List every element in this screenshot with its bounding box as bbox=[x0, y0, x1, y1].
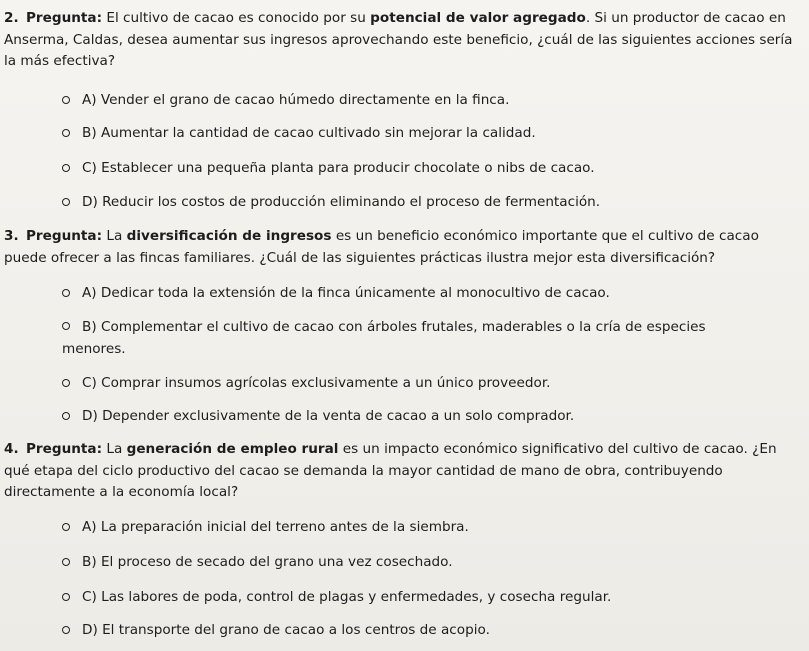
option-label: D) El transporte del grano de cacao a los centros de acopio. bbox=[82, 622, 490, 638]
question-lead: Pregunta: bbox=[25, 228, 103, 244]
option-label: A) Dedicar toda la extensión de la finca únicamente al monocultivo de cacao. bbox=[82, 285, 610, 301]
option-label: D) Reducir los costos de producción eliminando el proceso de fermentación. bbox=[82, 194, 601, 210]
question-2-option-a[interactable] bbox=[62, 90, 792, 112]
question-number: 3. bbox=[4, 228, 19, 244]
option-label: C) Las labores de poda, control de plagas y enfermedades, y cosecha regular. bbox=[82, 589, 612, 605]
radio-bullet-icon[interactable] bbox=[62, 96, 70, 104]
question-text-pre: El cultivo de cacao es conocido por su bbox=[102, 10, 371, 26]
question-text-pre: La bbox=[102, 228, 127, 244]
radio-bullet-icon[interactable] bbox=[62, 379, 70, 387]
radio-bullet-icon[interactable] bbox=[62, 558, 70, 566]
radio-bullet-icon[interactable] bbox=[62, 412, 70, 420]
question-3-option-d[interactable] bbox=[62, 406, 792, 428]
question-2-option-d[interactable] bbox=[62, 192, 792, 214]
question-text-post: es un beneficio económico importante que el cultivo de cacao puede ofrecer a las fincas familiares. ¿Cuál de las siguientes prácticas ilustra mejor esta diversificación? bbox=[4, 228, 759, 266]
question-3-option-a[interactable] bbox=[62, 283, 792, 305]
radio-bullet-icon[interactable] bbox=[62, 198, 70, 206]
option-label: C) Comprar insumos agrícolas exclusivamente a un único proveedor. bbox=[82, 375, 551, 391]
radio-bullet-icon[interactable] bbox=[62, 164, 70, 172]
option-label: B) El proceso de secado del grano una vez cosechado. bbox=[82, 554, 453, 570]
question-4-stem bbox=[4, 439, 800, 504]
radio-bullet-icon[interactable] bbox=[62, 289, 70, 297]
question-emphasis: generación de empleo rural bbox=[126, 441, 339, 457]
option-label: A) La preparación inicial del terreno antes de la siembra. bbox=[82, 519, 469, 535]
question-4-option-d[interactable] bbox=[62, 620, 792, 642]
question-2-option-b[interactable] bbox=[62, 123, 792, 145]
option-label: B) Aumentar la cantidad de cacao cultivado sin mejorar la calidad. bbox=[82, 125, 536, 141]
question-3-stem bbox=[4, 226, 800, 269]
question-4-option-b[interactable] bbox=[62, 552, 792, 574]
question-number: 4. bbox=[4, 441, 19, 457]
radio-bullet-icon[interactable] bbox=[62, 523, 70, 531]
question-lead: Pregunta: bbox=[25, 10, 103, 26]
question-2-stem bbox=[4, 8, 800, 73]
question-text-pre: La bbox=[102, 441, 127, 457]
option-label: B) Complementar el cultivo de cacao con árboles frutales, maderables o la cría de especies menores. bbox=[62, 319, 706, 357]
option-label: A) Vender el grano de cacao húmedo directamente en la finca. bbox=[82, 92, 510, 108]
question-4-option-a[interactable] bbox=[62, 517, 792, 539]
radio-bullet-icon[interactable] bbox=[62, 322, 70, 330]
question-number: 2. bbox=[4, 10, 19, 26]
radio-bullet-icon[interactable] bbox=[62, 593, 70, 601]
radio-bullet-icon[interactable] bbox=[62, 129, 70, 137]
question-2-option-c[interactable] bbox=[62, 158, 792, 180]
question-text-post: es un impacto económico significativo del cultivo de cacao. ¿En qué etapa del ciclo productivo del cacao se demanda la mayor cantidad de mano de obra, contribuyendo directamente a la economía local? bbox=[4, 441, 777, 500]
question-emphasis: diversificación de ingresos bbox=[126, 228, 332, 244]
option-label: C) Establecer una pequeña planta para producir chocolate o nibs de cacao. bbox=[82, 160, 595, 176]
radio-bullet-icon[interactable] bbox=[62, 626, 70, 634]
question-lead: Pregunta: bbox=[25, 441, 103, 457]
question-4-option-c[interactable] bbox=[62, 587, 792, 609]
question-emphasis: potencial de valor agregado bbox=[370, 10, 586, 26]
question-3-option-c[interactable] bbox=[62, 373, 792, 395]
question-3-option-b[interactable] bbox=[62, 316, 767, 360]
question-text-post: . Si un productor de cacao en Anserma, Caldas, desea aumentar sus ingresos aprovechando este beneficio, ¿cuál de las siguientes acciones sería la más efectiva? bbox=[4, 10, 793, 69]
option-label: D) Depender exclusivamente de la venta de cacao a un solo comprador. bbox=[82, 408, 575, 424]
